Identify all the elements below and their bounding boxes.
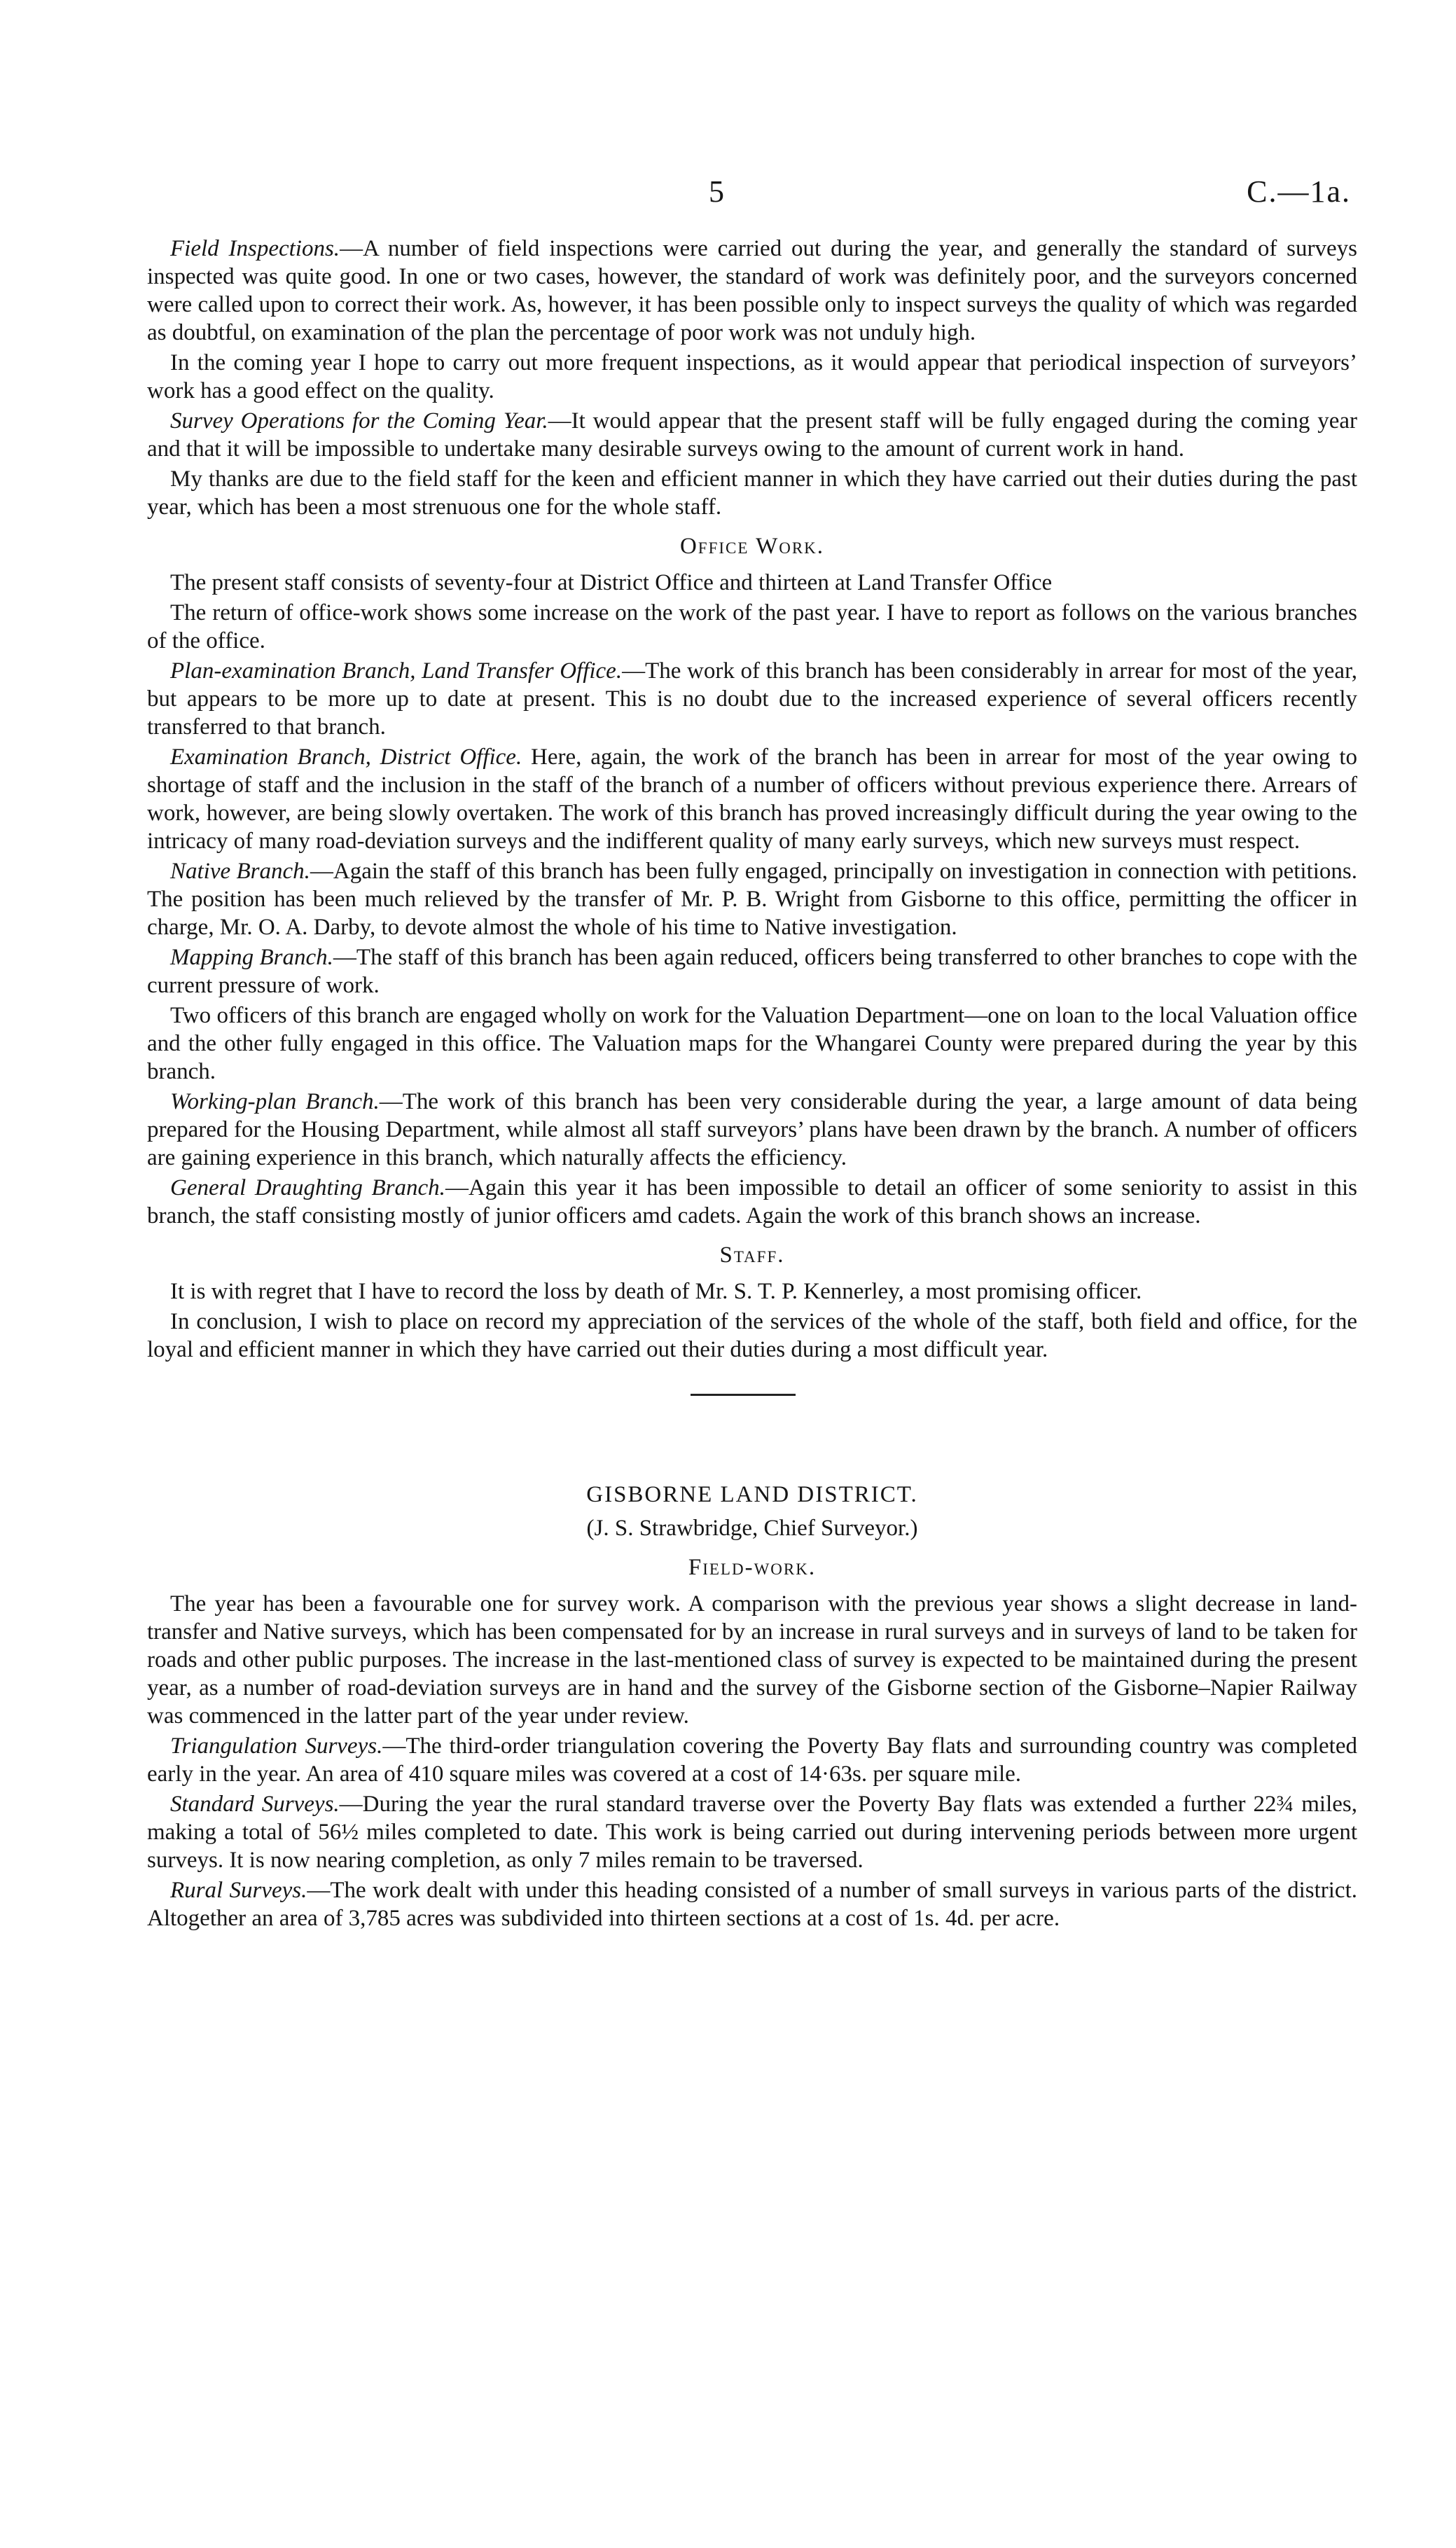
paragraph-lead: Examination Branch, District Office.	[170, 745, 522, 770]
paragraph	[147, 1174, 1357, 1230]
paragraph-text: —The work of this branch has been considerably in arrear for most of the year, but appears to be more up to date at present. This is no doubt due to the increased experience of several officers recently transferred to that branch.	[147, 658, 1357, 740]
staff-section	[147, 1278, 1357, 1364]
paragraph-lead: Native Branch.	[170, 859, 310, 884]
paragraph-text: My thanks are due to the field staff for the keen and efficient manner in which they have carried out their duties during the past year, which has been a most strenuous one for the whole staff.	[147, 466, 1357, 520]
paragraph	[147, 1732, 1357, 1788]
paragraph-text: The year has been a favourable one for survey work. A comparison with the previous year shows a slight decrease in land-transfer and Native surveys, which has been compensated for by an increase in rural surveys and in surveys of land to be taken for roads and other public purposes. The increase in the last-mentioned class of survey is expected to be maintained during the present year, as a number of road-deviation surveys are in hand and the survey of the Gisborne section of the Gisborne–Napier Railway was commenced in the latter part of the year under review.	[147, 1591, 1357, 1729]
office-work-section	[147, 569, 1357, 1230]
section-divider	[147, 1366, 1357, 1433]
page-header	[0, 174, 1456, 216]
paragraph-lead: Plan-examination Branch, Land Transfer Office.	[170, 658, 623, 684]
paragraph	[147, 1308, 1357, 1364]
paragraph	[147, 1590, 1357, 1730]
paragraph-text: The return of office-work shows some increase on the work of the past year. I have to report as follows on the various branches of the office.	[147, 600, 1357, 653]
paragraph-text: The present staff consists of seventy-four at District Office and thirteen at Land Transfer Office	[170, 570, 1053, 595]
field-inspection-section	[147, 235, 1357, 521]
district-title: GISBORNE LAND DISTRICT.	[586, 1482, 918, 1507]
paragraph-text: In conclusion, I wish to place on record my appreciation of the services of the whole of the staff, both field and office, for the loyal and efficient manner in which they have carried out their duties during a most difficult year.	[147, 1309, 1357, 1362]
paragraph-text: It is with regret that I have to record the loss by death of Mr. S. T. P. Kennerley, a most promising officer.	[170, 1279, 1142, 1304]
paragraph-text: In the coming year I hope to carry out more frequent inspections, as it would appear that periodical inspection of surveyors’ work has a good effect on the quality.	[147, 350, 1357, 403]
paragraph-text: —It would appear that the present staff will be fully engaged during the coming year and that it will be impossible to undertake many desirable surveys owing to the amount of current work in hand.	[147, 408, 1357, 462]
page-number: 5	[709, 174, 724, 209]
office-work-heading: Office Work.	[679, 534, 825, 559]
paragraph	[147, 349, 1357, 405]
paragraph-text: —The staff of this branch has been again reduced, officers being transferred to other branches to cope with the current pressure of work.	[147, 945, 1357, 998]
paragraph	[147, 569, 1357, 597]
paragraph	[147, 1002, 1357, 1086]
horizontal-rule	[691, 1394, 796, 1396]
paragraph	[147, 599, 1357, 655]
paragraph	[147, 857, 1357, 941]
paragraph	[147, 657, 1357, 741]
paragraph	[147, 1278, 1357, 1306]
paragraph-lead: General Draughting Branch.	[170, 1175, 445, 1200]
paragraph-lead: Triangulation Surveys.	[170, 1733, 383, 1759]
paragraph-lead: Field Inspections.	[170, 236, 340, 261]
paragraph-text: —The work dealt with under this heading consisted of a number of small surveys in various parts of the district. Altogether an area of 3,785 acres was subdivided into thirteen sections at a cost of 1s. 4d. per acre.	[147, 1878, 1357, 1931]
document-body	[147, 235, 1357, 1934]
paragraph-lead: Standard Surveys.	[170, 1792, 340, 1817]
staff-heading: Staff.	[719, 1242, 785, 1268]
paragraph-text: —Again the staff of this branch has been fully engaged, principally on investigation in connection with petitions. The position has been much relieved by the transfer of Mr. P. B. Wright from Gisborne to this office, permitting the officer in charge, Mr. O. A. Darby, to devote almost the whole of his time to Native investigation.	[147, 859, 1357, 940]
paragraph-text: —The work of this branch has been very considerable during the year, a large amount of data being prepared for the Housing Department, while almost all staff surveyors’ plans have been drawn by the branch. A number of officers are gaining experience in this branch, which naturally affects the efficiency.	[147, 1089, 1357, 1170]
paragraph	[147, 407, 1357, 463]
paragraph-text: —During the year the rural standard traverse over the Poverty Bay flats was extended a further 22¾ miles, making a total of 56½ miles completed to date. This work is being carried out during intervening periods between more urgent surveys. It is now nearing completion, as only 7 miles remain to be traversed.	[147, 1792, 1358, 1873]
paragraph-text: —Again this year it has been impossible to detail an officer of some seniority to assist in this branch, the staff consisting mostly of junior officers amd cadets. Again the work of this branch shows an increase.	[147, 1175, 1358, 1228]
paragraph	[147, 743, 1357, 855]
paragraph-text: Two officers of this branch are engaged wholly on work for the Valuation Department—one on loan to the local Valuation office and the other fully engaged in this office. The Valuation maps for the Whangarei County were prepared during the year by this branch.	[147, 1003, 1357, 1084]
paragraph-lead: Survey Operations for the Coming Year.	[170, 408, 548, 434]
paragraph-lead: Rural Surveys.	[170, 1878, 307, 1903]
paragraph	[147, 943, 1357, 999]
paragraph	[147, 465, 1357, 521]
gisborne-field-work-section	[147, 1590, 1357, 1932]
document-code: C.—1a.	[1247, 174, 1351, 209]
paragraph	[147, 1088, 1357, 1172]
paragraph	[147, 235, 1357, 347]
field-work-heading: Field-work.	[688, 1555, 817, 1580]
paragraph-text: Here, again, the work of the branch has been in arrear for most of the year owing to shortage of staff and the inclusion in the staff of the branch of a number of officers without previous experience there. Arrears of work, however, are being slowly overtaken. The work of this branch has proved increasingly difficult during the year owing to the intricacy of many road-deviation surveys and the indifferent quality of many early surveys, which new surveys must respect.	[147, 745, 1357, 854]
paragraph-text: —A number of field inspections were carried out during the year, and generally the standard of surveys inspected was quite good. In one or two cases, however, the standard of work was definitely poor, and the surveyors concerned were called upon to correct their work. As, however, it has been possible only to inspect surveys the quality of which was regarded as doubtful, on examination of the plan the percentage of poor work was not unduly high.	[147, 236, 1357, 345]
paragraph	[147, 1876, 1357, 1932]
paragraph-lead: Mapping Branch.	[170, 945, 333, 970]
paragraph-text: —The third-order triangulation covering the Poverty Bay flats and surrounding country was completed early in the year. An area of 410 square miles was covered at a cost of 14·63s. per square mile.	[147, 1733, 1357, 1787]
paragraph-lead: Working-plan Branch.	[170, 1089, 380, 1114]
paragraph	[147, 1790, 1357, 1874]
chief-surveyor-line: (J. S. Strawbridge, Chief Surveyor.)	[586, 1516, 918, 1541]
